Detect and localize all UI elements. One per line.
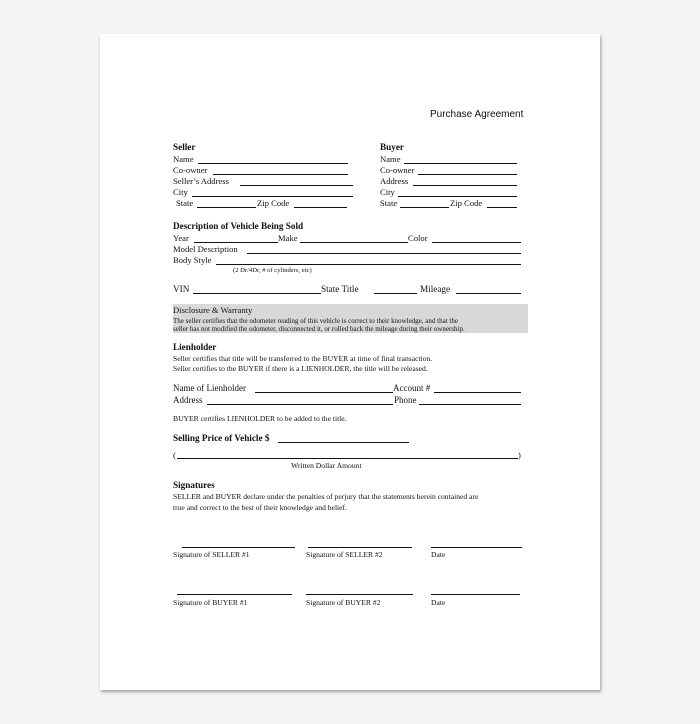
seller-1-signature-line[interactable] [182, 547, 295, 548]
vehicle-mileage-field[interactable] [456, 293, 521, 294]
written-amount-paren-close: ) [518, 450, 521, 460]
signatures-line-1: SELLER and BUYER declare under the penalties of perjury that the statements herein contained are [173, 492, 479, 501]
seller-zip-field[interactable] [294, 207, 347, 208]
vehicle-model-field[interactable] [247, 253, 521, 254]
buyer-2-signature-label: Signature of BUYER #2 [306, 598, 381, 607]
seller-address-label: Seller’s Address [173, 176, 229, 186]
vehicle-color-label: Color [408, 233, 428, 243]
seller-2-signature-line[interactable] [308, 547, 412, 548]
buyer-date-label: Date [431, 598, 446, 607]
lienholder-account-field[interactable] [434, 392, 521, 393]
buyer-address-field[interactable] [413, 185, 517, 186]
vehicle-body-field[interactable] [216, 264, 521, 265]
vehicle-mileage-label: Mileage [420, 284, 451, 294]
vehicle-make-label: Make [278, 233, 298, 243]
disclosure-line-1: The seller certifies that the odometer reading of this vehicle is correct to their knowledge, and that the [173, 317, 458, 325]
vehicle-model-label: Model Description [173, 244, 238, 254]
buyer-certifies-text: BUYER certifies LIENHOLDER to be added to the title. [173, 414, 347, 423]
buyer-coowner-label: Co-owner [380, 165, 415, 175]
vehicle-color-field[interactable] [432, 242, 521, 243]
buyer-heading: Buyer [380, 142, 404, 152]
seller-coowner-label: Co-owner [173, 165, 208, 175]
lienholder-phone-label: Phone [394, 395, 417, 405]
lienholder-address-label: Address [173, 395, 203, 405]
written-amount-paren-open: ( [173, 450, 176, 460]
buyer-1-signature-line[interactable] [177, 594, 292, 595]
vehicle-make-field[interactable] [300, 242, 408, 243]
vehicle-state-title-label: State Title [321, 284, 359, 294]
selling-price-field[interactable] [278, 442, 409, 443]
vehicle-body-hint: (2 Dr/4Dr, # of cylinders, etc) [233, 267, 312, 274]
vehicle-vin-field[interactable] [193, 293, 321, 294]
buyer-zip-field[interactable] [487, 207, 517, 208]
vehicle-year-label: Year [173, 233, 189, 243]
vehicle-state-title-field[interactable] [374, 293, 417, 294]
vehicle-body-label: Body Style [173, 255, 212, 265]
seller-1-signature-label: Signature of SELLER #1 [173, 550, 250, 559]
lienholder-line-1: Seller certifies that title will be transferred to the BUYER at time of final transaction. [173, 354, 433, 363]
seller-zip-label: Zip Code [257, 198, 290, 208]
buyer-zip-label: Zip Code [450, 198, 483, 208]
lienholder-heading: Lienholder [173, 342, 217, 352]
written-amount-field[interactable] [177, 458, 518, 459]
buyer-coowner-field[interactable] [418, 174, 517, 175]
seller-2-signature-label: Signature of SELLER #2 [306, 550, 383, 559]
lienholder-name-label: Name of Lienholder [173, 383, 246, 393]
lienholder-account-label: Account # [393, 383, 431, 393]
document-title: Purchase Agreement [430, 109, 524, 120]
buyer-2-signature-line[interactable] [306, 594, 413, 595]
disclosure-box [173, 304, 528, 333]
disclosure-heading: Disclosure & Warranty [173, 305, 253, 315]
buyer-name-label: Name [380, 154, 401, 164]
seller-address-field[interactable] [240, 185, 353, 186]
vehicle-heading: Description of Vehicle Being Sold [173, 221, 304, 231]
signatures-line-2: true and correct to the best of their knowledge and belief. [173, 503, 347, 512]
selling-price-label: Selling Price of Vehicle $ [173, 433, 270, 443]
document-page [100, 34, 600, 690]
buyer-city-label: City [380, 187, 395, 197]
buyer-state-field[interactable] [400, 207, 449, 208]
seller-date-line[interactable] [431, 547, 522, 548]
seller-heading: Seller [173, 142, 196, 152]
buyer-state-label: State [380, 198, 398, 208]
disclosure-line-2: seller has not modified the odometer, disconnected it, or rolled back the mileage during their ownership. [173, 325, 465, 333]
lienholder-phone-field[interactable] [419, 404, 521, 405]
seller-coowner-field[interactable] [213, 174, 348, 175]
lienholder-line-2: Seller certifies to the BUYER if there is a LIENHOLDER, the title will be released. [173, 364, 428, 373]
seller-city-label: City [173, 187, 188, 197]
lienholder-address-field[interactable] [207, 404, 393, 405]
seller-date-label: Date [431, 550, 446, 559]
buyer-address-label: Address [380, 176, 409, 186]
buyer-1-signature-label: Signature of BUYER #1 [173, 598, 248, 607]
seller-state-field[interactable] [197, 207, 256, 208]
signatures-heading: Signatures [173, 480, 215, 490]
buyer-date-line[interactable] [431, 594, 520, 595]
seller-state-label: State [176, 198, 194, 208]
buyer-city-field[interactable] [398, 196, 517, 197]
written-amount-label: Written Dollar Amount [291, 461, 362, 470]
lienholder-name-field[interactable] [255, 392, 393, 393]
buyer-name-field[interactable] [404, 163, 517, 164]
seller-city-field[interactable] [192, 196, 353, 197]
vehicle-year-field[interactable] [194, 242, 278, 243]
seller-name-field[interactable] [198, 163, 348, 164]
seller-name-label: Name [173, 154, 194, 164]
vehicle-vin-label: VIN [173, 284, 190, 294]
